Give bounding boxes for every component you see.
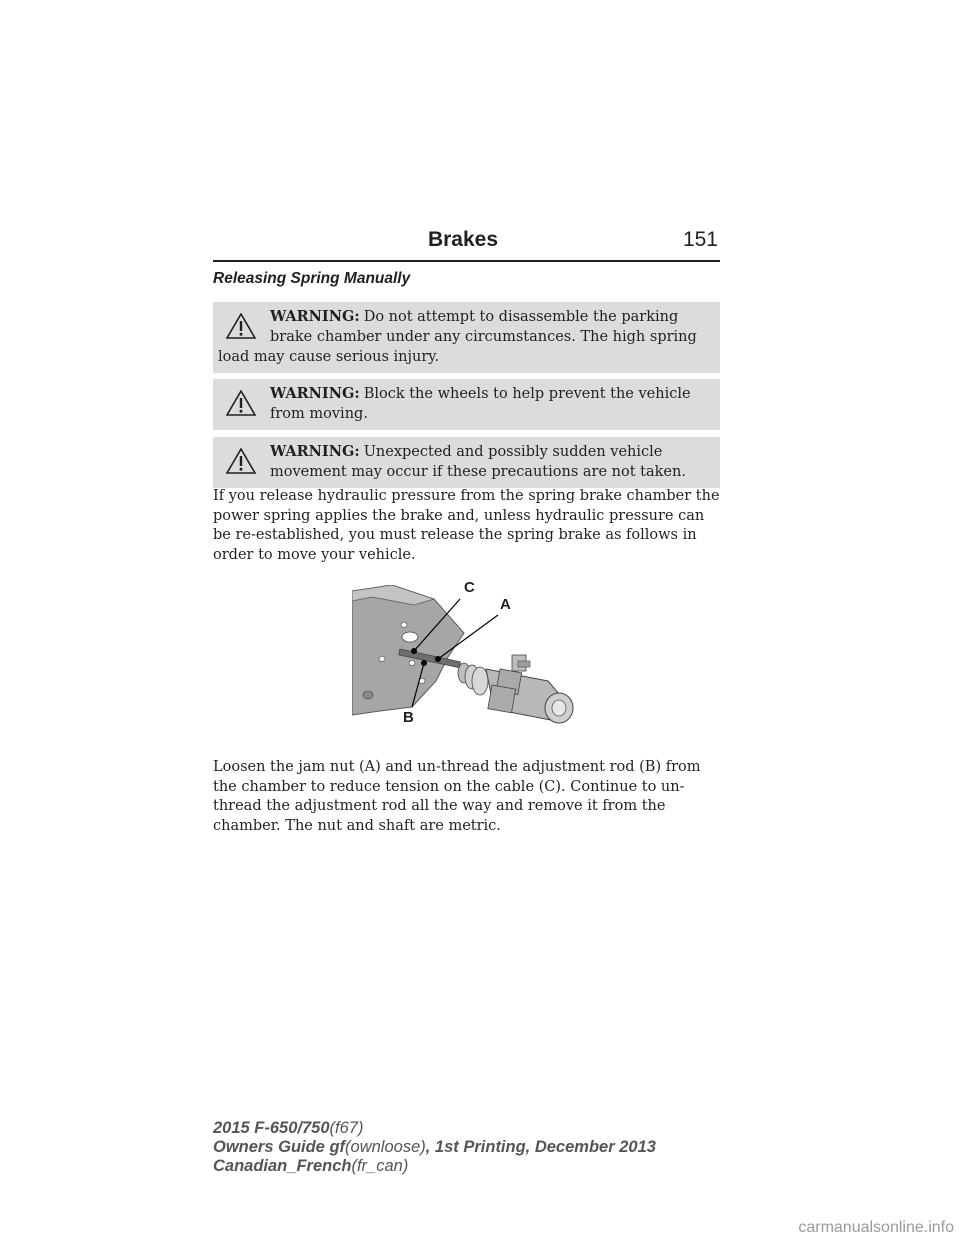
warning-box-2 [213, 379, 720, 430]
warning-label: WARNING: [270, 308, 360, 325]
body-paragraph: Loosen the jam nut (A) and un-thread the adjustment rod (B) from the chamber to reduce tension on the cable (C). Continue to un-thread the adjustment rod all the way and remove it from the chamber. The nut and shaft are metric. [213, 759, 701, 834]
warning-text: Do not attempt to disassemble the parking brake chamber under any circumstances. The high spring load may cause serious injury. [218, 309, 697, 365]
callout-dot-c [411, 648, 417, 654]
warning-text: Block the wheels to help prevent the vehicle from moving. [270, 386, 691, 422]
warning-box-3 [213, 437, 720, 488]
warning-triangle-icon [226, 390, 256, 416]
document-footer [213, 1119, 656, 1176]
watermark-text: carmanualsonline.info [798, 1219, 954, 1236]
warning-text: Unexpected and possibly sudden vehicle movement may occur if these precautions are not taken. [270, 444, 686, 480]
callout-label-c: C [464, 579, 475, 596]
warning-label: WARNING: [270, 385, 360, 402]
warning-triangle-icon [226, 313, 256, 339]
page-header [213, 226, 720, 262]
warning-label: WARNING: [270, 443, 360, 460]
footer-guide: Owners Guide gf [213, 1138, 346, 1156]
footer-code: (f67) [329, 1119, 364, 1137]
footer-locale: (fr_can) [351, 1157, 409, 1175]
callout-label-a: A [500, 596, 511, 613]
footer-language: Canadian_French [213, 1157, 352, 1175]
callout-dot-b [421, 660, 427, 666]
callout-label-b: B [403, 709, 414, 726]
callout-dot-a [435, 656, 441, 662]
chapter-title: Brakes [427, 228, 499, 251]
warning-triangle-icon [226, 448, 256, 474]
spring-brake-illustration [352, 579, 578, 726]
footer-model: 2015 F-650/750 [213, 1119, 330, 1137]
section-title: Releasing Spring Manually [213, 270, 411, 287]
footer-printing: , 1st Printing, December 2013 [425, 1138, 656, 1156]
body-paragraph: If you release hydraulic pressure from the spring brake chamber the power spring applies the brake and, unless hydraulic pressure can be re-established, you must release the spring brake as follows in order to move your vehicle. [213, 488, 720, 563]
header-rule [213, 260, 720, 262]
page-number: 151 [682, 228, 718, 251]
warning-box-1 [213, 302, 720, 373]
footer-binding: (ownloose) [345, 1138, 426, 1156]
